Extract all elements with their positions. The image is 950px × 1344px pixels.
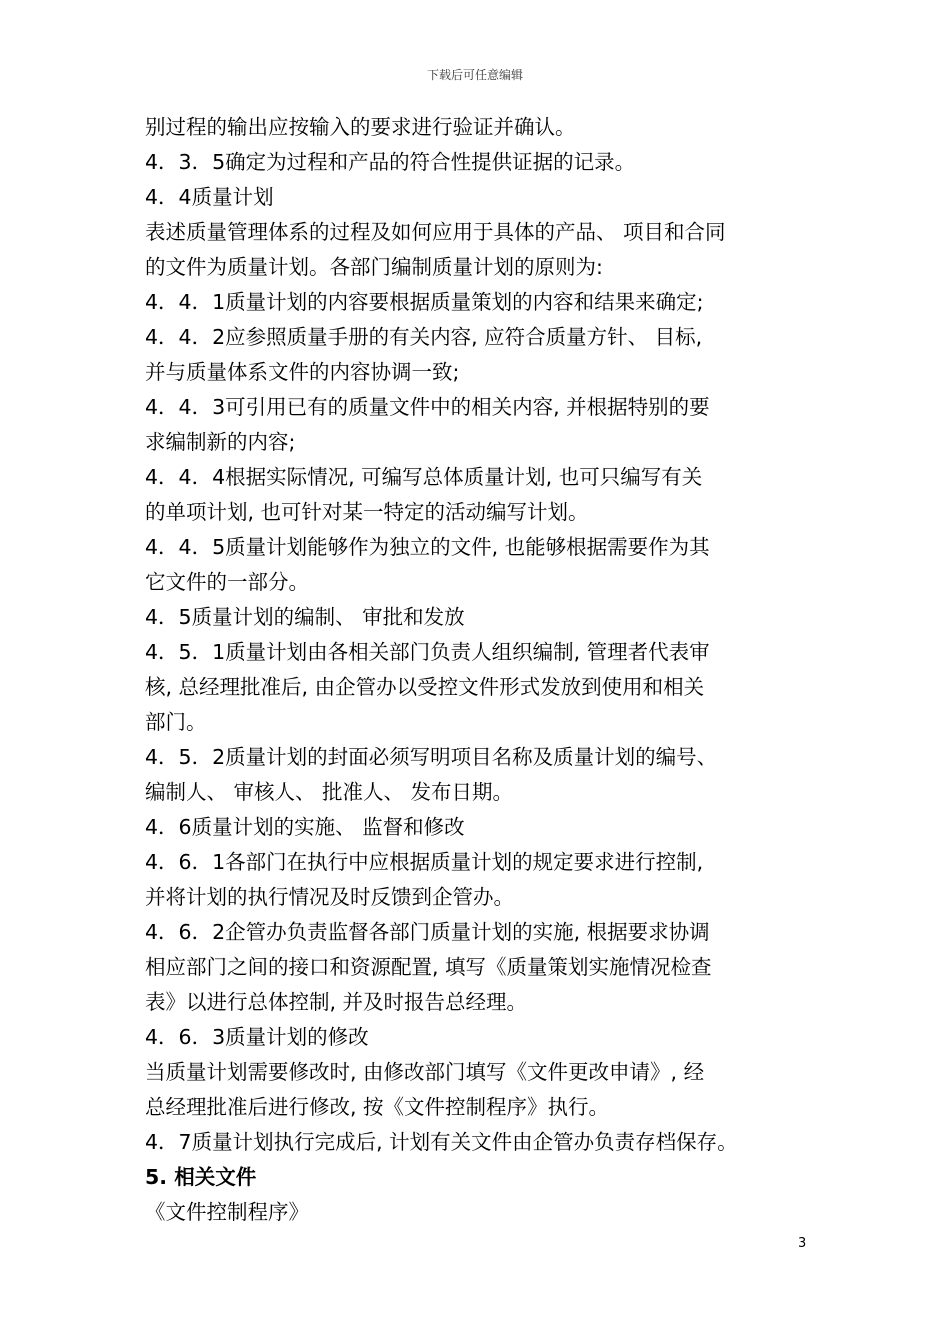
text-line: 4．5．2质量计划的封面必须写明项目名称及质量计划的编号、 bbox=[145, 745, 718, 769]
text-line: 4．6．2企管办负责监督各部门质量计划的实施, 根据要求协调 bbox=[145, 920, 710, 944]
text-line: 4．6．3质量计划的修改 bbox=[145, 1025, 369, 1049]
text-line: 它文件的一部分。 bbox=[145, 570, 309, 594]
text-line: 4．4质量计划 bbox=[145, 185, 274, 209]
text-line: 4．4．3可引用已有的质量文件中的相关内容, 并根据特别的要 bbox=[145, 395, 710, 419]
text-line: 并与质量体系文件的内容协调一致; bbox=[145, 360, 460, 384]
text-line: 4．5．1质量计划由各相关部门负责人组织编制, 管理者代表审 bbox=[145, 640, 710, 664]
text-line: 4．4．4根据实际情况, 可编写总体质量计划, 也可只编写有关 bbox=[145, 465, 703, 489]
text-line: 编制人、 审核人、 批准人、 发布日期。 bbox=[145, 780, 514, 804]
text-line: 表述质量管理体系的过程及如何应用于具体的产品、 项目和合同 bbox=[145, 220, 726, 244]
section-heading: 5. 相关文件 bbox=[145, 1165, 257, 1189]
text-line: 当质量计划需要修改时, 由修改部门填写《文件更改申请》, 经 bbox=[145, 1060, 705, 1084]
text-line: 核, 总经理批准后, 由企管办以受控文件形式发放到使用和相关 bbox=[145, 675, 705, 699]
text-line: 相应部门之间的接口和资源配置, 填写《质量策划实施情况检查 bbox=[145, 955, 712, 979]
text-line: 4．3．5确定为过程和产品的符合性提供证据的记录。 bbox=[145, 150, 636, 174]
text-line: 部门。 bbox=[145, 710, 207, 734]
page-number: 3 bbox=[798, 1236, 807, 1251]
text-line: 的文件为质量计划。各部门编制质量计划的原则为: bbox=[145, 255, 603, 279]
document-body bbox=[145, 110, 815, 1230]
text-line: 《文件控制程序》 bbox=[145, 1200, 309, 1224]
text-line: 表》以进行总体控制, 并及时报告总经理。 bbox=[145, 990, 528, 1014]
text-line: 的单项计划, 也可针对某一特定的活动编写计划。 bbox=[145, 500, 589, 524]
text-line: 4．7质量计划执行完成后, 计划有关文件由企管办负责存档保存。 bbox=[145, 1130, 738, 1154]
text-line: 4．5质量计划的编制、 审批和发放 bbox=[145, 605, 465, 629]
text-line: 总经理批准后进行修改, 按《文件控制程序》执行。 bbox=[145, 1095, 610, 1119]
text-line: 4．6．1各部门在执行中应根据质量计划的规定要求进行控制, bbox=[145, 850, 704, 874]
text-line: 并将计划的执行情况及时反馈到企管办。 bbox=[145, 885, 514, 909]
text-line: 4．6质量计划的实施、 监督和修改 bbox=[145, 815, 465, 839]
page-header: 下载后可任意编辑 bbox=[426, 68, 523, 82]
text-line: 4．4．2应参照质量手册的有关内容, 应符合质量方针、 目标, bbox=[145, 325, 703, 349]
text-line: 4．4．1质量计划的内容要根据质量策划的内容和结果来确定; bbox=[145, 290, 704, 314]
text-line: 求编制新的内容; bbox=[145, 430, 296, 454]
text-line: 别过程的输出应按输入的要求进行验证并确认。 bbox=[145, 115, 576, 139]
text-line: 4．4．5质量计划能够作为独立的文件, 也能够根据需要作为其 bbox=[145, 535, 710, 559]
